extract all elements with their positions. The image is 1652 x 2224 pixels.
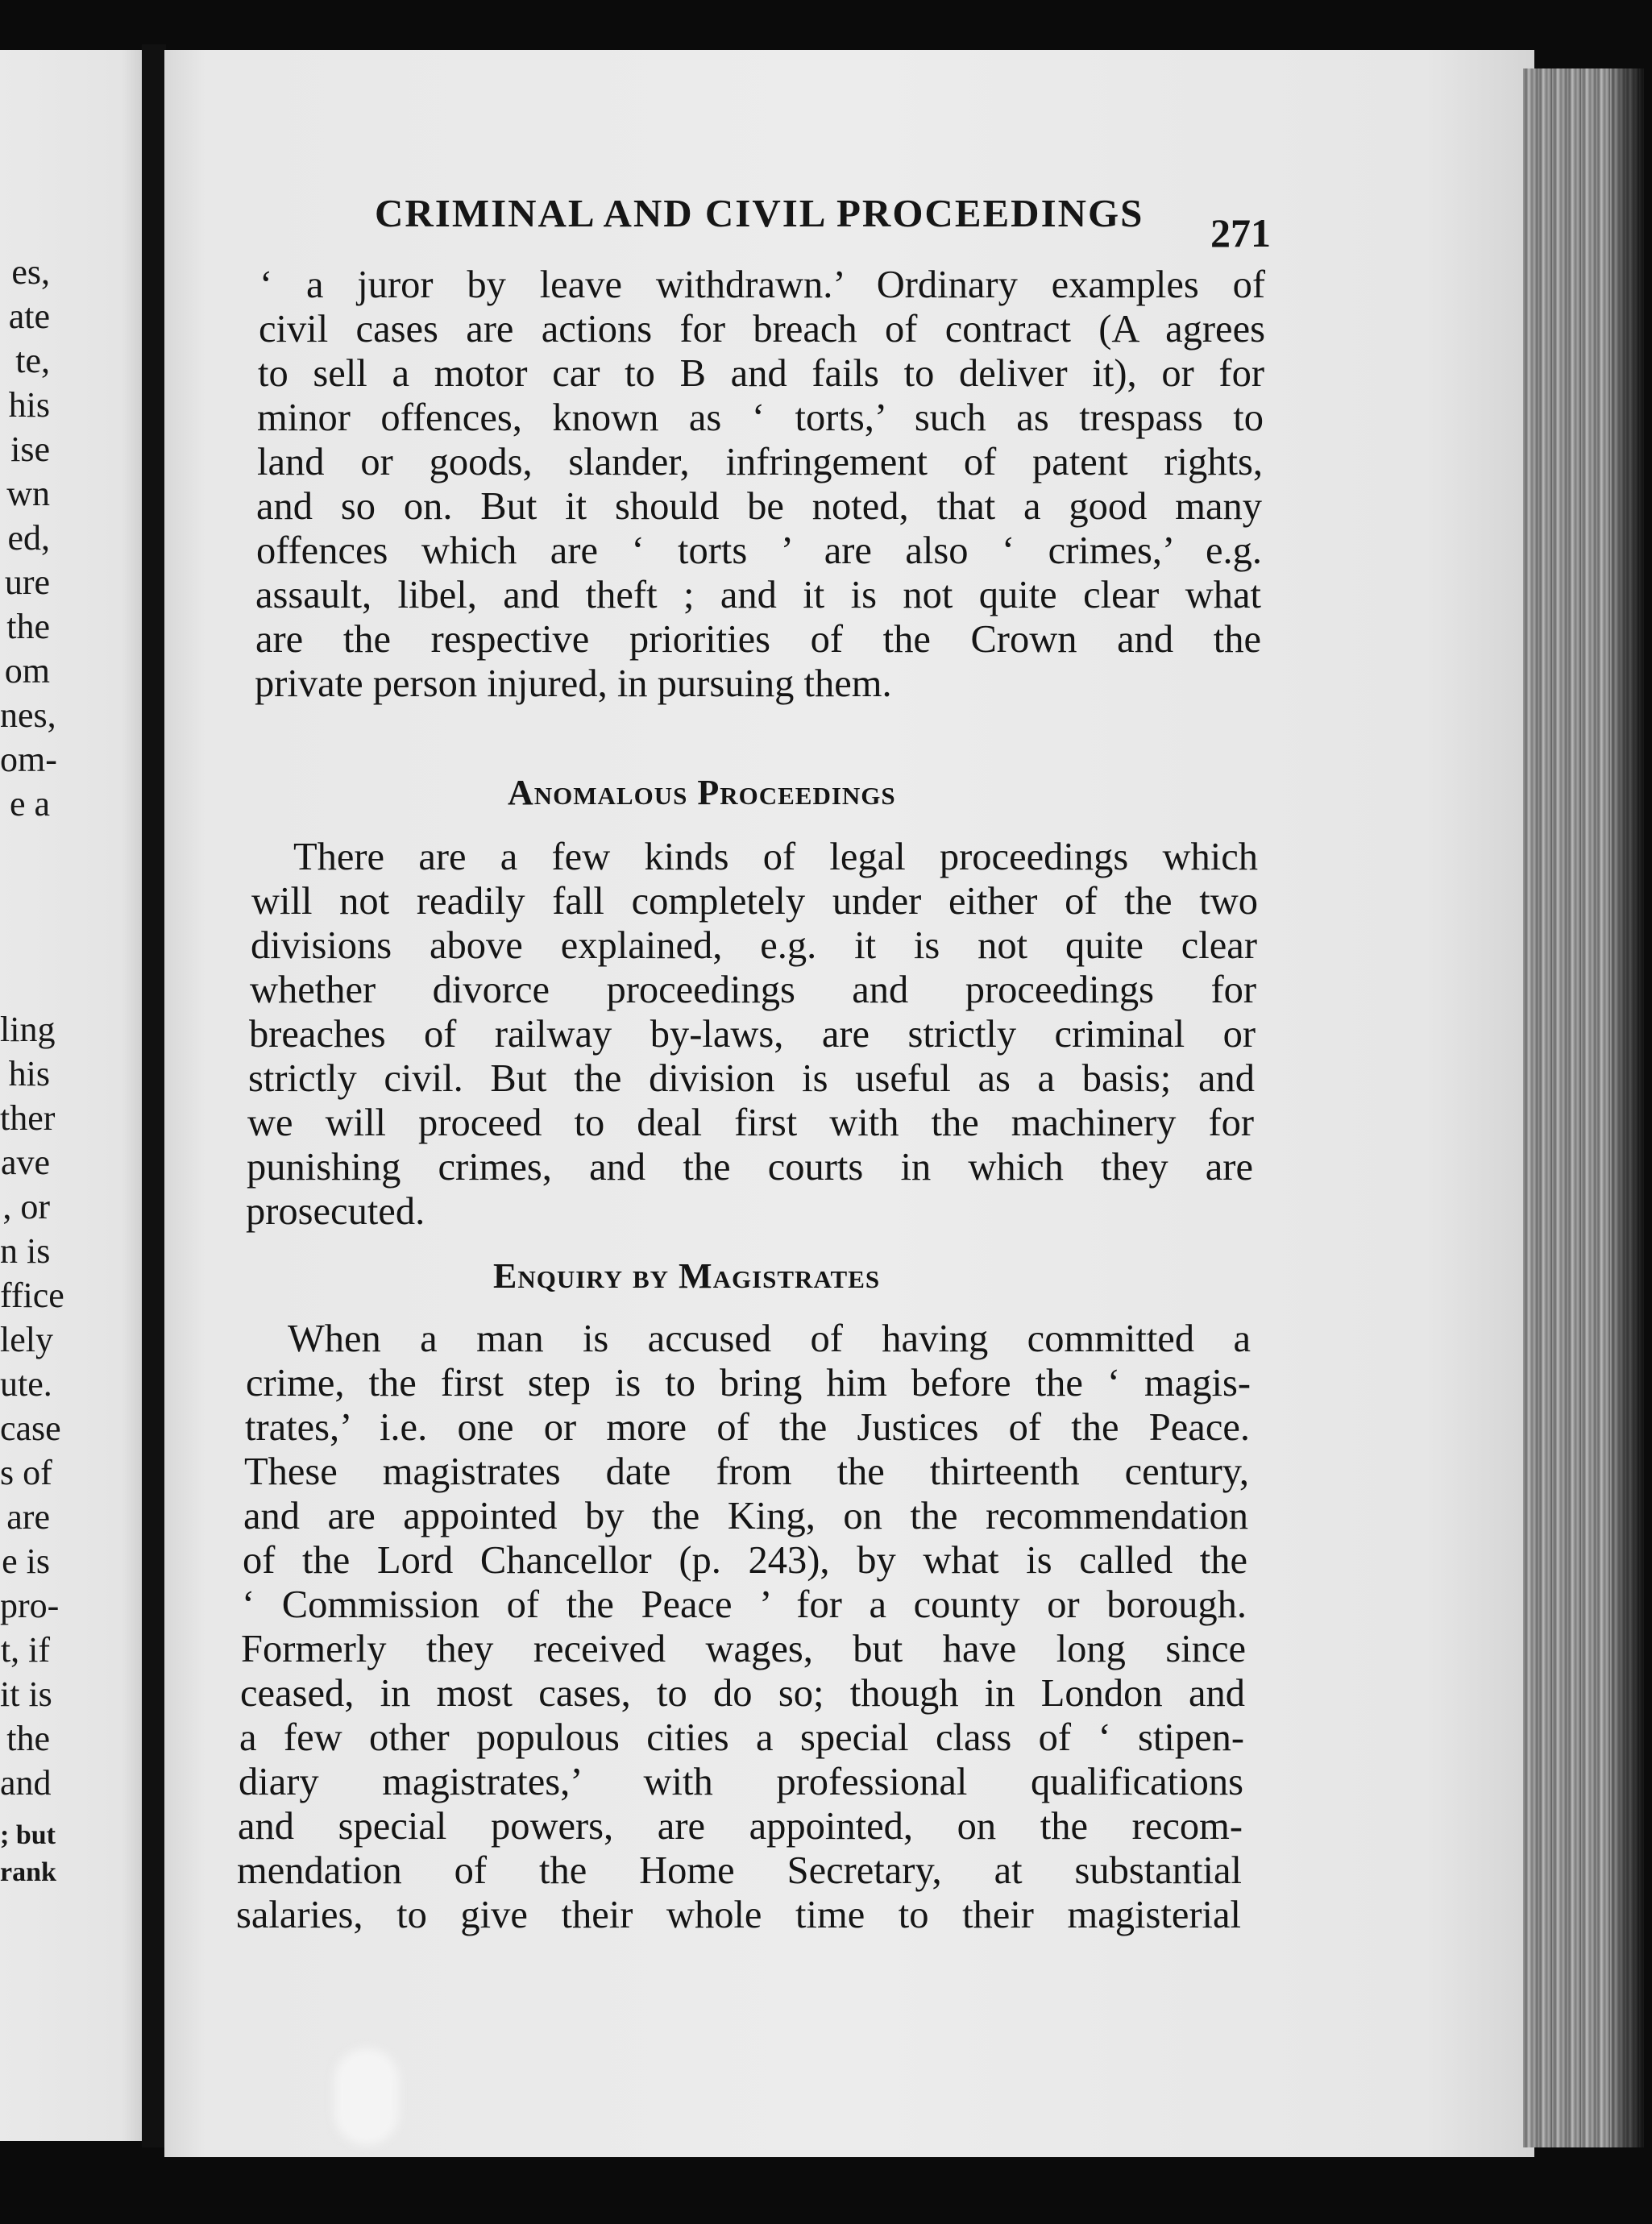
left-fragment: his	[8, 1054, 50, 1093]
paper-smudge	[334, 2048, 399, 2145]
left-fragment: the	[6, 607, 50, 646]
left-fragment: n is	[0, 1231, 51, 1271]
text-line: ‘ Commission of the Peace ’ for a county or borough.	[242, 1583, 1247, 1626]
text-line: assault, libel, and theft ; and it is not quite clear what	[255, 574, 1261, 616]
left-fragment: om-	[0, 740, 57, 779]
left-fragment: ate	[8, 297, 50, 336]
text-line: civil cases are actions for breach of contract (A agrees	[259, 308, 1265, 351]
text-line: mendation of the Home Secretary, at substantial	[237, 1849, 1242, 1892]
text-line: private person injured, in pursuing them.	[255, 662, 892, 705]
text-line: breaches of railway by-laws, are strictly criminal or	[249, 1013, 1256, 1056]
left-fragment: e a	[9, 784, 50, 824]
left-fragment: ure	[4, 562, 50, 602]
left-fragment: it is	[0, 1674, 52, 1714]
text-line: of the Lord Chancellor (p. 243), by what is called the	[243, 1539, 1247, 1582]
text-line: land or goods, slander, infringement of patent rights,	[257, 441, 1263, 483]
left-fragment: ute.	[0, 1364, 52, 1404]
left-fragment: lely	[0, 1320, 53, 1359]
section-heading: Enquiry by Magistrates	[493, 1256, 881, 1296]
running-head: CRIMINAL AND CIVIL PROCEEDINGS	[375, 191, 1144, 235]
text-line: trates,’ i.e. one or more of the Justices of the Peace.	[245, 1406, 1250, 1449]
left-fragment: ther	[0, 1098, 56, 1138]
left-fragment: ise	[10, 429, 50, 469]
text-line: prosecuted.	[246, 1190, 425, 1233]
text-line: ‘ a juror by leave withdrawn.’ Ordinary examples of	[259, 263, 1265, 306]
left-fragment: nes,	[0, 695, 56, 735]
text-line: offences which are ‘ torts ’ are also ‘ crimes,’ e.g.	[256, 529, 1262, 572]
left-fragment: pro-	[0, 1586, 60, 1625]
left-fragment: om	[4, 651, 50, 691]
left-fragment: his	[8, 385, 50, 425]
text-line: When a man is accused of having committed a	[288, 1317, 1251, 1360]
text-line: ceased, in most cases, to do so; though in London and	[240, 1672, 1245, 1715]
text-line: These magistrates date from the thirteenth century,	[244, 1450, 1249, 1493]
text-line: will not readily fall completely under either of the two	[251, 880, 1258, 923]
left-fragment: es,	[11, 252, 50, 292]
page-number: 271	[1210, 210, 1271, 255]
text-line: strictly civil. But the division is useful as a basis; and	[248, 1057, 1255, 1100]
text-line: are the respective priorities of the Crown and the	[255, 618, 1261, 661]
text-line: salaries, to give their whole time to their magisterial	[236, 1894, 1241, 1936]
text-line: to sell a motor car to B and fails to deliver it), or for	[258, 352, 1264, 395]
text-line: crime, the first step is to bring him before the ‘ magis-	[246, 1362, 1251, 1405]
left-fragment: ave	[0, 1143, 50, 1182]
text-line: we will proceed to deal first with the machinery for	[247, 1102, 1254, 1144]
left-fragment: are	[6, 1497, 50, 1537]
left-fragment: ; but	[0, 1820, 56, 1850]
left-fragment: te,	[15, 341, 50, 380]
text-line: minor offences, known as ‘ torts,’ such as trespass to	[257, 396, 1264, 439]
left-fragment: s of	[0, 1453, 52, 1492]
left-fragment: , or	[2, 1187, 50, 1226]
text-line: and special powers, are appointed, on the recom-	[238, 1805, 1243, 1848]
text-line: whether divorce proceedings and proceedings for	[250, 969, 1256, 1011]
text-line: punishing crimes, and the courts in which they are	[247, 1146, 1253, 1189]
section-heading: Anomalous Proceedings	[508, 773, 896, 812]
text-line: Formerly they received wages, but have long since	[241, 1628, 1246, 1670]
text-line: and are appointed by the King, on the recommendation	[243, 1495, 1248, 1537]
left-fragment: and	[0, 1763, 52, 1803]
text-line: and so on. But it should be noted, that a good many	[256, 485, 1262, 528]
left-fragment: e is	[2, 1541, 50, 1581]
left-fragment: the	[6, 1719, 50, 1758]
left-fragment: ed,	[7, 518, 50, 558]
left-page	[0, 50, 143, 2141]
left-fragment: case	[0, 1409, 61, 1448]
left-fragment: wn	[6, 474, 50, 513]
left-fragment: ffice	[0, 1276, 64, 1315]
left-fragment: ling	[0, 1010, 56, 1049]
left-fragment: t, if	[0, 1630, 50, 1670]
text-line: a few other populous cities a special class of ‘ stipen-	[239, 1716, 1244, 1759]
left-fragment: rank	[0, 1857, 56, 1887]
page-edge	[1523, 68, 1644, 2147]
book-gutter	[142, 44, 166, 2147]
text-line: diary magistrates,’ with professional qualifications	[239, 1761, 1243, 1803]
text-line: divisions above explained, e.g. it is not quite clear	[251, 924, 1257, 967]
text-line: There are a few kinds of legal proceedings which	[293, 836, 1258, 878]
